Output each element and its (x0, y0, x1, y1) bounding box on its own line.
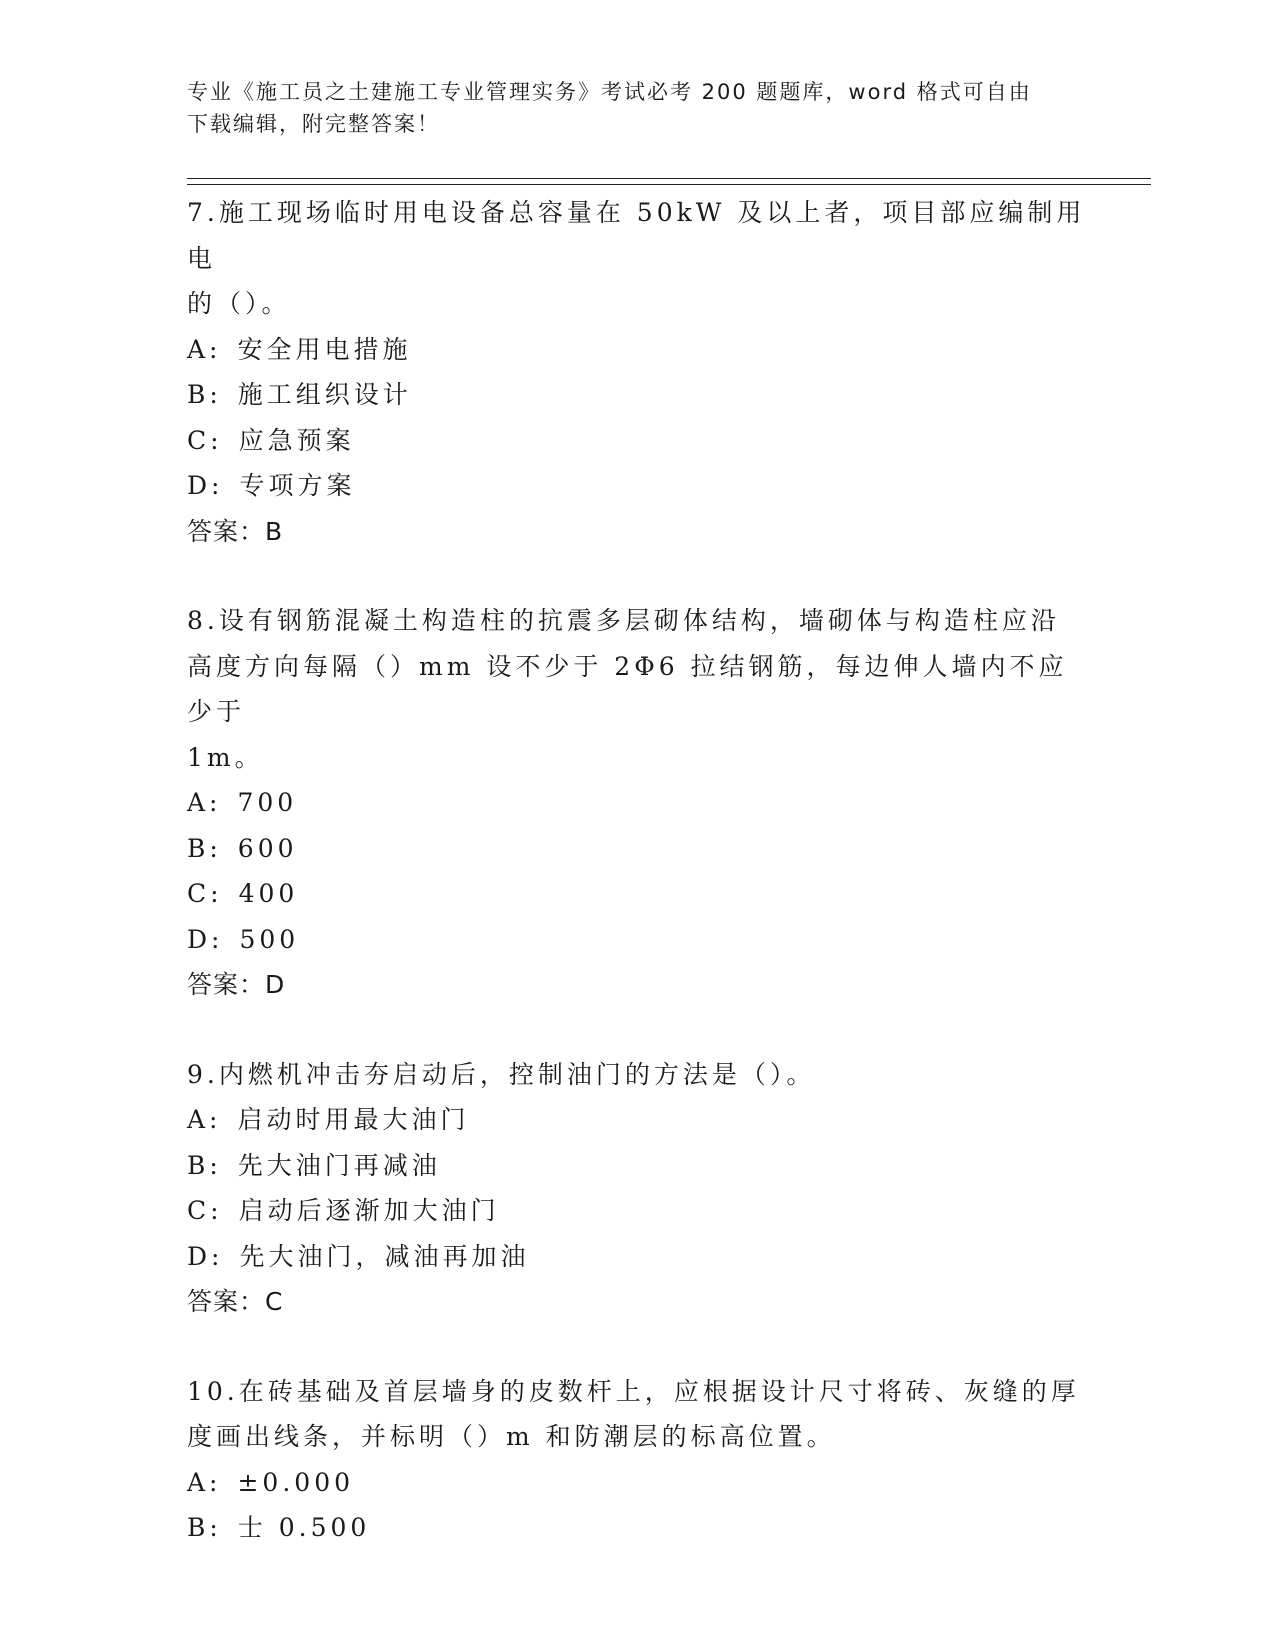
answer-line: 答案：C (187, 1287, 284, 1316)
option-text: 先大油门再减油 (237, 1150, 441, 1180)
header-double-rule (187, 178, 1151, 185)
question-10 (187, 1369, 1087, 1551)
option-text: 600 (237, 833, 298, 863)
header-intro-line-2: 下载编辑，附完整答案！ (187, 112, 440, 136)
option-text: 700 (237, 788, 298, 817)
option-text: 启动时用最大油门 (237, 1105, 470, 1134)
option-key: A: (187, 1467, 222, 1497)
option-key: A: (187, 1105, 222, 1134)
option-text: 400 (238, 879, 299, 908)
option-key: D: (187, 471, 224, 500)
option-key: C: (187, 879, 223, 908)
option-d (187, 463, 1087, 509)
question-stem-line: 8.设有钢筋混凝土构造柱的抗震多层砌体结构，墙砌体与构造柱应沿 (187, 606, 1060, 635)
option-text: 应急预案 (238, 425, 355, 455)
option-text: 先大油门，减油再加油 (239, 1241, 530, 1271)
question-stem-line: 的（）。 (187, 289, 291, 318)
option-b (187, 1143, 1087, 1189)
option-d (187, 917, 1087, 963)
option-key: B: (187, 833, 222, 863)
option-text: 士 0.500 (237, 1513, 371, 1542)
header-intro-line-1: 专业《施工员之土建施工专业管理实务》考试必考 200 题题库，word 格式可自由 (187, 80, 1032, 104)
option-d (187, 1234, 1087, 1280)
option-a (187, 327, 1087, 373)
option-key: D: (187, 924, 224, 954)
question-9 (187, 1052, 1087, 1325)
option-text: 启动后逐渐加大油门 (238, 1196, 500, 1225)
question-stem-line: 10.在砖基础及首层墙身的皮数杆上，应根据设计尺寸将砖、灰缝的厚 (187, 1376, 1080, 1406)
question-stem-line: 1m。 (187, 742, 264, 772)
option-b (187, 1505, 1087, 1551)
option-key: C: (187, 425, 223, 455)
option-a (187, 1097, 1087, 1143)
option-c (187, 1188, 1087, 1234)
question-stem-line: 度画出线条，并标明（）m 和防潮层的标高位置。 (187, 1422, 836, 1451)
option-b (187, 826, 1087, 872)
question-stem-line: 高度方向每隔（）mm 设不少于 2Φ6 拉结钢筋，每边伸人墙内不应少于 (187, 651, 1068, 726)
option-c (187, 871, 1087, 917)
answer-line: 答案：B (187, 516, 284, 546)
answer-line: 答案：D (187, 970, 286, 999)
option-key: B: (187, 1513, 222, 1542)
option-c (187, 418, 1087, 464)
option-text: 500 (239, 924, 300, 954)
question-8 (187, 598, 1087, 1008)
option-key: D: (187, 1241, 224, 1271)
option-key: A: (187, 334, 222, 364)
option-key: C: (187, 1196, 223, 1225)
option-a (187, 780, 1087, 826)
option-text: 施工组织设计 (237, 380, 412, 409)
question-list (187, 190, 1087, 1595)
option-a (187, 1460, 1087, 1506)
option-key: A: (187, 788, 222, 817)
document-header (187, 76, 1087, 140)
option-text: 安全用电措施 (237, 334, 412, 364)
option-b (187, 372, 1087, 418)
option-key: B: (187, 1150, 222, 1180)
question-7 (187, 190, 1087, 554)
option-text: 专项方案 (239, 471, 356, 500)
option-key: B: (187, 380, 222, 409)
question-stem-line: 7.施工现场临时用电设备总容量在 50kW 及以上者，项目部应编制用电 (187, 198, 1086, 273)
option-text: ±0.000 (237, 1467, 355, 1497)
question-stem-line: 9.内燃机冲击夯启动后，控制油门的方法是（）。 (187, 1059, 816, 1089)
